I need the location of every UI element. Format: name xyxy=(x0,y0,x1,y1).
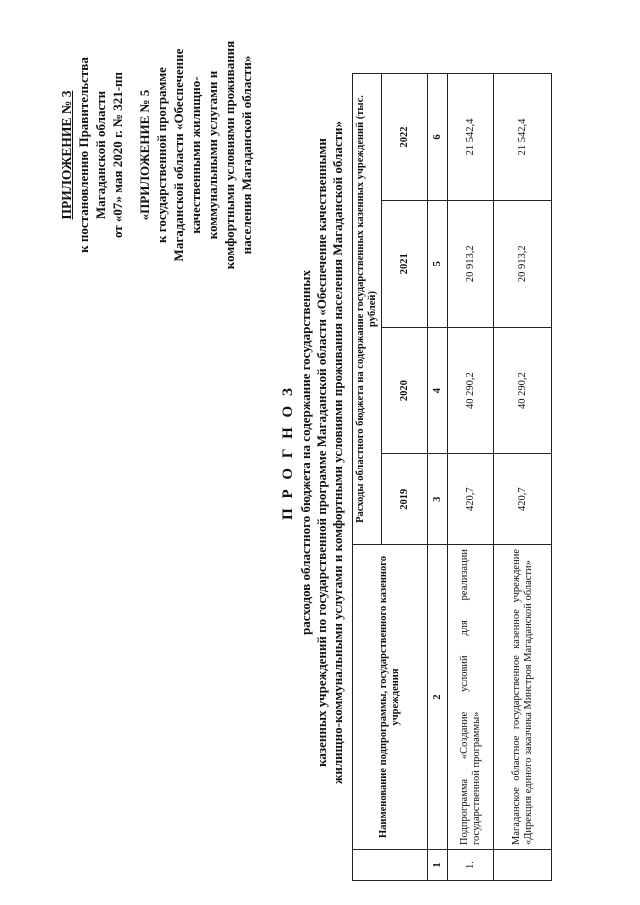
document-title xyxy=(280,20,346,885)
sub-appendix-number: «ПРИЛОЖЕНИЕ № 5 xyxy=(137,89,152,221)
row-name: Магаданское областное государственное казенное учреждение «Дирекция единого заказчика Минстроя Магаданской области» xyxy=(494,545,552,850)
col-number: 3 xyxy=(428,454,448,545)
header-group: Расходы областного бюджета на содержание государственных казенных учреждений (тыс. рублей) xyxy=(353,74,382,545)
row-value: 420,7 xyxy=(448,454,494,545)
row-name: Подпрограмма «Создание условий для реализации государственной программы» xyxy=(448,545,494,850)
sub-appendix-line: комфортными условиями проживания xyxy=(222,40,237,270)
header-name: Наименование подпрограммы, государственного казенного учреждения xyxy=(353,545,428,850)
forecast-table xyxy=(352,73,552,881)
appendix-line: к постановлению Правительства xyxy=(76,57,91,253)
sub-appendix-line: населения Магаданской области» xyxy=(239,55,254,255)
sub-appendix-line: коммунальными услугами и xyxy=(205,70,220,240)
col-number: 6 xyxy=(428,74,448,201)
sub-appendix-line: Магаданской области «Обеспечение xyxy=(171,48,186,262)
row-number xyxy=(494,850,552,881)
row-value: 420,7 xyxy=(494,454,552,545)
row-value: 40 290,2 xyxy=(448,327,494,454)
row-number: 1. xyxy=(448,850,494,881)
title-line: жилищно-коммунальными услугами и комфортными условиями проживания населения Магаданской области» xyxy=(330,120,345,785)
header-year: 2020 xyxy=(382,327,428,454)
col-number: 5 xyxy=(428,200,448,327)
table-row xyxy=(448,74,494,881)
col-number: 2 xyxy=(428,545,448,850)
header-year: 2022 xyxy=(382,74,428,201)
row-value: 20 913,2 xyxy=(448,200,494,327)
appendix-number: ПРИЛОЖЕНИЕ № 3 xyxy=(59,90,74,220)
row-value: 21 542,4 xyxy=(448,74,494,201)
sub-appendix-line: к государственной программе xyxy=(154,67,169,243)
row-value: 21 542,4 xyxy=(494,74,552,201)
appendix-header xyxy=(58,5,255,305)
row-value: 20 913,2 xyxy=(494,200,552,327)
row-value: 40 290,2 xyxy=(494,327,552,454)
col-number: 4 xyxy=(428,327,448,454)
table-row xyxy=(494,74,552,881)
header-empty xyxy=(353,850,428,881)
sub-appendix-line: качественными жилищно- xyxy=(188,76,203,234)
appendix-line: Магаданской области xyxy=(93,90,108,220)
title-line: расходов областного бюджета на содержание государственных xyxy=(298,270,313,635)
header-year: 2021 xyxy=(382,200,428,327)
title-main: П Р О Г Н О З xyxy=(280,385,296,520)
header-year: 2019 xyxy=(382,454,428,545)
col-number: 1 xyxy=(428,850,448,881)
appendix-line: от «07» мая 2020 г. № 321-пп xyxy=(110,71,125,239)
title-line: казенных учреждений по государственной программе Магаданской области «Обеспечение качественными xyxy=(314,138,329,767)
